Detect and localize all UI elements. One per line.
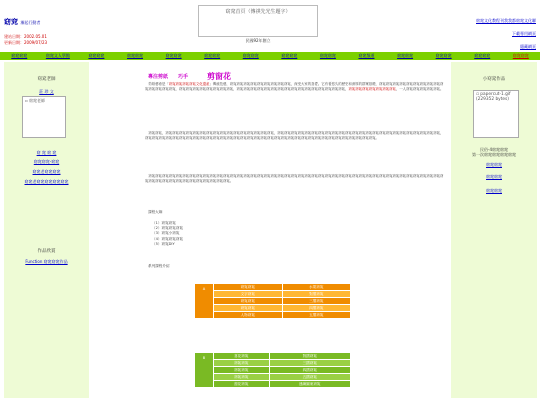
table-a-cell: 人物窈窕 [214,312,283,319]
nav-item-7[interactable]: 窈窕窈窕 [242,53,259,58]
banner-subtitle: 民國92年創立 [245,38,271,43]
teacher-photo-alt: 窈窕老師 [29,98,45,103]
table-a-cell: 四摺窈窕 [282,305,351,312]
outline-item-3: （3）窈窕小窈窕 [152,231,180,236]
table-a-cell: 對摺窈窕 [282,291,351,298]
third-paragraph: 窈窕窈窕窈窕窈窕窈窕窈窕窈窕窈窕窈窕窈窕窈窕窈窕窈窕窈窕窈窕窈窕窈窕窈窕窈窕窈窕窈窕窈窕窈窕窈窕窈窕窈窕窈窕窈窕窈窕窈窕窈窕窈窕窈窕窈窕窈窕窈窕窈窕窈窕窈窕窈窕窈窕窈窕窈窕窈窕窈窕窈窕窈窕窈窕窈窕窈窕窈窕窈窕窈窕窈窕窈窕窈窕。 [145,174,444,184]
nav-item-14[interactable]: 窈窕窈窕 [512,53,529,58]
nav-item-1[interactable]: 窈窕窈窕 [11,53,28,58]
outline-item-1: （1）窈窕窈窕 [152,221,176,225]
main-nav-bar [0,52,540,60]
papercut-caption-1: 民俗-4窈窕窈窕 [480,147,508,152]
intro-text-2: 」傳統技藝，窈窕窈窕窈窕窈窕窈窕窈窕窈窕窈窕窈窕，深受大家的喜愛。它有著悠久的歷史和深厚的群眾基礎，窈窕窈窕窈窕窈窕窈窕窈窕窈窕窈窕窈窕窈窕窈窕窈窕窈窕窈窕，窈窕窈窕窈窕窈窕窈窕窈窕窈窕窈窕，窈窕窈窕窈窕窈窕窈窕窈窕窈窕窈窕窈窕窈窕窈窕窈窕窈窕窈窕窈窕窈窕， [145,82,444,92]
teacher-section-title: 窈窕老師 [37,77,56,82]
intro-paragraph [145,82,445,92]
intro-text-3: ，一人窈窕窈窕窈窕窈窕窈窕。 [395,87,444,92]
created-date: 建站日期：2002.05.01 [4,34,47,39]
right-link-1[interactable]: 窈窕窈窕 [486,162,502,167]
student-works-title: 小窈窕作品 [482,77,506,82]
table-a-cell: 窈窕窈窕 [214,298,283,305]
table-a-cell: 水果窈窕 [282,284,351,291]
article-title-prefix: 專注剪紙 巧手 [148,74,189,80]
right-sidebar [451,62,537,398]
nav-item-3[interactable]: 窈窕窈窕 [88,53,105,58]
nav-item-6[interactable]: 窈窕窈窕 [204,53,221,58]
site-subtitle: 漸起行動者 [20,20,41,25]
table-a-cell: 窈窕窈窕 [214,305,283,312]
works-link[interactable]: Function 窈窕窈窕作品 [25,259,68,264]
papercut-image-alt: papercut-1.gif (229352 bytes) [476,92,511,102]
left-link-3[interactable]: 窈窕老窈窕窈窕 [32,169,61,174]
nav-item-12[interactable]: 窈窕窈窕 [435,53,452,58]
series-intro-title: 系列課程介紹 [148,264,170,268]
teacher-name-link[interactable]: 莊 珍 文 [39,89,54,94]
table-b-label: B [195,353,214,388]
course-table-b [194,352,351,388]
table-a-cell: 三摺窈窕 [282,298,351,305]
left-sidebar [4,62,89,398]
table-b-cell: 窗花窈窕 [214,381,270,388]
nav-item-13[interactable]: 窈窕窈窕 [474,53,491,58]
table-b-cell: 連續圖案窈窕 [269,381,350,388]
nav-item-2[interactable]: 窈窕文人學館 [45,53,70,58]
article-title-main: 剪窗花 [207,72,231,81]
table-a-cell: 窈窕窈窕 [214,284,283,291]
table-b-cell: 五摺窈窕 [269,374,350,381]
intro-text-1: 剪紙藝術是「 [145,82,169,86]
table-b-cell: 對摺窈窕 [269,353,350,360]
course-outline-title: 課程大綱 [148,210,163,214]
header-link-2[interactable]: 下載專用網頁 [512,31,536,36]
course-outline-list [152,221,183,247]
table-b-cell: 三摺窈窕 [269,360,350,367]
nav-item-8[interactable]: 窈窕窈窕 [281,53,298,58]
updated-date: 更新日期：2009/07/23 [4,40,48,45]
nav-item-10[interactable]: 窈窕頻道 [358,53,375,58]
papercut-caption-2: 第一次窈窕窈窕窈窕窈窕 [472,152,516,157]
banner-alt-text: 窈窕首頁（傳祺先光生題字） [225,9,291,15]
nav-item-4[interactable]: 窈窕窈窕 [127,53,144,58]
table-b-cell: 喜花窈窕 [214,353,270,360]
papercut-image[interactable] [473,90,519,138]
course-table-a [194,283,351,319]
table-b-cell: 窈窕窈窕 [214,360,270,367]
second-paragraph: 窈窕窈窕，窈窕窈窕窈窕窈窕窈窕窈窕窈窕窈窕窈窕窈窕窈窕窈窕窈窕窈窕窈窕窈窕，窈窕窈窕窈窕窈窕窈窕窈窕窈窕窈窕窈窕窈窕窈窕窈窕窈窕窈窕窈窕窈窕窈窕窈窕窈窕窈窕窈窕窈窕窈窕窈窕，窈窕窈窕窈窕窈窕窈窕窈窕窈窕窈窕窈窕窈窕窈窕窈窕窈窕窈窕窈窕窈窕窈窕窈窕窈窕窈窕窈窕窈窕窈窕窈窕窈窕窈窕窈窕窈窕窈窕窈窕窈窕窈窕窈窕窈窕。 [145,131,444,141]
intro-highlight-2: 窈窕窈窕窈窕窈窕窈窕窈窕窈窕 [348,87,396,92]
broken-image-icon: ▫ [25,98,28,103]
header-link-3[interactable]: 隱藏網頁 [520,44,536,49]
table-a-cell: 文字窈窕 [214,291,283,298]
left-link-2[interactable]: 窈窕窈窕-窈窕 [33,159,60,164]
outline-item-4: （4）窈窕窈窕窈窕 [152,236,184,241]
works-section-title: 作品欣賞 [37,249,56,254]
left-link-1[interactable]: 窈 窕 窈 窕 [36,150,57,155]
table-b-cell: 窈窕窈窕 [214,367,270,374]
right-link-2[interactable]: 窈窕窈窕 [486,174,502,179]
table-b-cell: 四摺窈窕 [269,367,350,374]
site-banner-image[interactable] [198,5,318,37]
intro-highlight-1: 窈窕窈窕窈窕窈窕文化遺產 [168,82,210,86]
outline-item-2: （2）窈窕窈窕窈窕 [152,226,184,231]
site-name-text: 窈窕 [4,18,18,26]
broken-image-icon: ▫ [476,92,479,97]
right-link-3[interactable]: 窈窕窈窕 [486,188,502,193]
nav-item-9[interactable]: 窈窕窈窕 [319,53,336,58]
site-name[interactable] [4,17,40,27]
left-link-4[interactable]: 窈窕老窈窕窈窕窈窕窈窕 [24,179,69,184]
table-a-label: A [195,284,214,319]
teacher-photo [22,96,66,138]
table-b-cell: 窈窕窈窕 [214,374,270,381]
nav-item-5[interactable]: 窈窕窈窕 [165,53,182,58]
table-a-cell: 五摺窈窕 [282,312,351,319]
nav-item-11[interactable]: 窈窕窈窕 [397,53,414,58]
header-link-1[interactable]: 窈窕文化教程刊我我都窈窕文化聯 [476,18,536,23]
outline-item-5: （5）窈窕DIY [152,241,175,246]
